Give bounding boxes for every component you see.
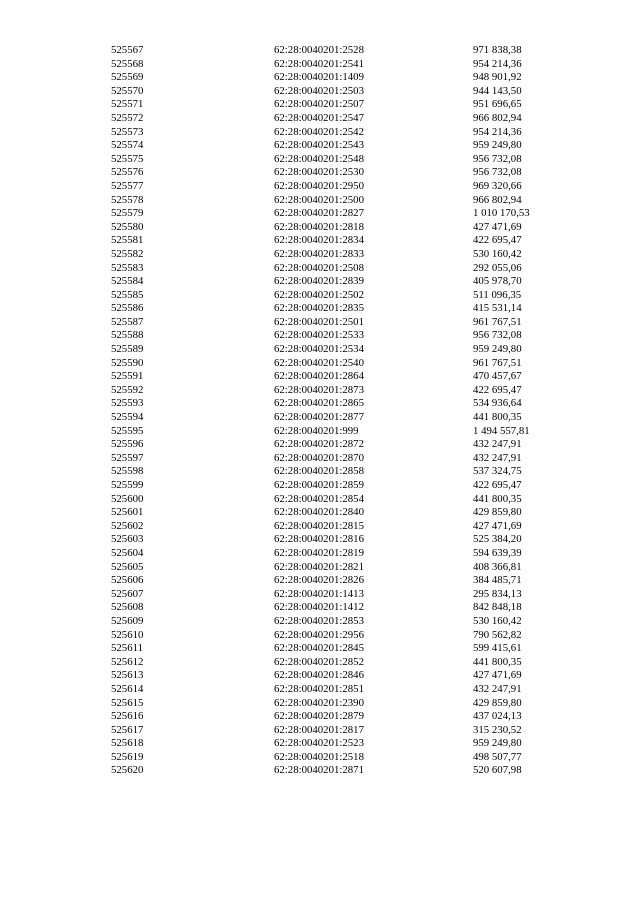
cadastral-value-cell: 971 838,38 — [473, 44, 522, 56]
row-number-cell: 525615 — [111, 696, 144, 709]
row-number-cell: 525587 — [111, 315, 144, 328]
cadastral-value-cell: 422 695,47 — [473, 479, 522, 491]
cadastral-number-cell: 62:28:0040201:2859 — [274, 479, 364, 491]
row-number-cell: 525618 — [111, 737, 144, 750]
table-row — [111, 465, 593, 479]
row-number-cell: 525590 — [111, 356, 144, 369]
table-row — [111, 425, 593, 439]
row-number-cell: 525619 — [111, 750, 144, 763]
cadastral-value-cell: 959 249,80 — [473, 343, 522, 356]
cadastral-number-cell: 62:28:0040201:2542 — [274, 125, 364, 138]
cadastral-value-cell: 948 901,92 — [473, 71, 522, 84]
cadastral-value-cell: 594 639,39 — [473, 546, 522, 559]
cadastral-number-cell: 62:28:0040201:2826 — [274, 574, 364, 587]
table-row — [111, 221, 593, 235]
row-number-cell: 525584 — [111, 275, 144, 288]
table-row — [111, 85, 593, 99]
row-number-cell: 525603 — [111, 533, 144, 546]
cadastral-value-cell: 954 214,36 — [473, 125, 522, 138]
row-number-cell: 525567 — [111, 44, 144, 56]
row-number-cell: 525591 — [111, 370, 144, 383]
table-row — [111, 71, 593, 85]
row-number-cell: 525582 — [111, 247, 144, 260]
cadastral-value-table — [111, 44, 593, 778]
cadastral-number-cell: 62:28:0040201:2871 — [274, 764, 364, 777]
table-row — [111, 683, 593, 697]
cadastral-number-cell: 62:28:0040201:2540 — [274, 356, 364, 369]
cadastral-number-cell: 62:28:0040201:2864 — [274, 370, 364, 383]
row-number-cell: 525606 — [111, 574, 144, 587]
cadastral-value-cell: 432 247,91 — [473, 682, 522, 695]
table-row — [111, 751, 593, 765]
row-number-cell: 525597 — [111, 451, 144, 464]
cadastral-number-cell: 62:28:0040201:2858 — [274, 465, 364, 478]
cadastral-value-cell: 405 978,70 — [473, 275, 522, 288]
cadastral-number-cell: 62:28:0040201:2530 — [274, 166, 364, 179]
table-row — [111, 574, 593, 588]
cadastral-number-cell: 62:28:0040201:2852 — [274, 655, 364, 668]
table-row — [111, 547, 593, 561]
cadastral-value-cell: 429 859,80 — [473, 506, 522, 519]
row-number-cell: 525579 — [111, 207, 144, 220]
cadastral-value-cell: 956 732,08 — [473, 329, 522, 342]
cadastral-value-cell: 315 230,52 — [473, 723, 522, 736]
cadastral-value-cell: 441 800,35 — [473, 492, 522, 505]
cadastral-number-cell: 62:28:0040201:2518 — [274, 750, 364, 763]
row-number-cell: 525585 — [111, 288, 144, 301]
cadastral-value-cell: 951 696,65 — [473, 98, 522, 111]
row-number-cell: 525572 — [111, 111, 144, 124]
table-row — [111, 384, 593, 398]
row-number-cell: 525568 — [111, 57, 144, 70]
table-row — [111, 615, 593, 629]
cadastral-number-cell: 62:28:0040201:2500 — [274, 193, 364, 206]
row-number-cell: 525610 — [111, 628, 144, 641]
row-number-cell: 525608 — [111, 601, 144, 614]
cadastral-number-cell: 62:28:0040201:2502 — [274, 288, 364, 301]
cadastral-number-cell: 62:28:0040201:2548 — [274, 152, 364, 165]
row-number-cell: 525578 — [111, 193, 144, 206]
cadastral-number-cell: 62:28:0040201:2827 — [274, 207, 364, 220]
cadastral-value-cell: 441 800,35 — [473, 655, 522, 668]
cadastral-number-cell: 62:28:0040201:2873 — [274, 383, 364, 396]
cadastral-value-cell: 415 531,14 — [473, 302, 522, 315]
cadastral-value-cell: 966 802,94 — [473, 111, 522, 124]
cadastral-value-cell: 537 324,75 — [473, 465, 522, 478]
row-number-cell: 525583 — [111, 261, 144, 274]
cadastral-number-cell: 62:28:0040201:2819 — [274, 546, 364, 559]
cadastral-number-cell: 62:28:0040201:2543 — [274, 139, 364, 152]
row-number-cell: 525605 — [111, 560, 144, 573]
cadastral-value-cell: 427 471,69 — [473, 669, 522, 682]
cadastral-value-cell: 1 494 557,81 — [473, 424, 530, 437]
table-row — [111, 629, 593, 643]
cadastral-value-cell: 956 732,08 — [473, 152, 522, 165]
table-row — [111, 112, 593, 126]
row-number-cell: 525586 — [111, 302, 144, 315]
table-row — [111, 248, 593, 262]
cadastral-number-cell: 62:28:0040201:1413 — [274, 587, 364, 600]
cadastral-number-cell: 62:28:0040201:2853 — [274, 614, 364, 627]
row-number-cell: 525609 — [111, 614, 144, 627]
row-number-cell: 525617 — [111, 723, 144, 736]
cadastral-value-cell: 954 214,36 — [473, 57, 522, 70]
cadastral-value-cell: 292 055,06 — [473, 261, 522, 274]
row-number-cell: 525577 — [111, 179, 144, 192]
row-number-cell: 525604 — [111, 546, 144, 559]
cadastral-number-cell: 62:28:0040201:2833 — [274, 247, 364, 260]
cadastral-number-cell: 62:28:0040201:2503 — [274, 84, 364, 97]
cadastral-value-cell: 961 767,51 — [473, 315, 522, 328]
table-row — [111, 44, 593, 58]
cadastral-number-cell: 62:28:0040201:999 — [274, 424, 359, 437]
cadastral-value-cell: 432 247,91 — [473, 438, 522, 451]
row-number-cell: 525574 — [111, 139, 144, 152]
table-row — [111, 289, 593, 303]
cadastral-value-cell: 441 800,35 — [473, 411, 522, 424]
cadastral-value-cell: 530 160,42 — [473, 614, 522, 627]
row-number-cell: 525596 — [111, 438, 144, 451]
row-number-cell: 525588 — [111, 329, 144, 342]
table-row — [111, 697, 593, 711]
table-body — [111, 44, 593, 778]
cadastral-value-cell: 969 320,66 — [473, 179, 522, 192]
cadastral-number-cell: 62:28:0040201:2870 — [274, 451, 364, 464]
table-row — [111, 343, 593, 357]
cadastral-value-cell: 422 695,47 — [473, 383, 522, 396]
table-row — [111, 275, 593, 289]
cadastral-value-cell: 432 247,91 — [473, 451, 522, 464]
cadastral-value-cell: 498 507,77 — [473, 750, 522, 763]
table-row — [111, 302, 593, 316]
cadastral-value-cell: 511 096,35 — [473, 288, 522, 301]
cadastral-number-cell: 62:28:0040201:2501 — [274, 315, 364, 328]
table-row — [111, 180, 593, 194]
row-number-cell: 525569 — [111, 71, 144, 84]
table-row — [111, 642, 593, 656]
table-row — [111, 724, 593, 738]
table-row — [111, 520, 593, 534]
row-number-cell: 525595 — [111, 424, 144, 437]
row-number-cell: 525598 — [111, 465, 144, 478]
row-number-cell: 525613 — [111, 669, 144, 682]
cadastral-number-cell: 62:28:0040201:2851 — [274, 682, 364, 695]
table-row — [111, 194, 593, 208]
row-number-cell: 525581 — [111, 234, 144, 247]
row-number-cell: 525612 — [111, 655, 144, 668]
cadastral-number-cell: 62:28:0040201:2834 — [274, 234, 364, 247]
table-row — [111, 479, 593, 493]
cadastral-number-cell: 62:28:0040201:2523 — [274, 737, 364, 750]
cadastral-value-cell: 599 415,61 — [473, 642, 522, 655]
table-row — [111, 764, 593, 778]
cadastral-number-cell: 62:28:0040201:2845 — [274, 642, 364, 655]
row-number-cell: 525593 — [111, 397, 144, 410]
cadastral-value-cell: 427 471,69 — [473, 519, 522, 532]
row-number-cell: 525580 — [111, 220, 144, 233]
table-row — [111, 493, 593, 507]
cadastral-value-cell: 429 859,80 — [473, 696, 522, 709]
cadastral-value-cell: 427 471,69 — [473, 220, 522, 233]
table-row — [111, 533, 593, 547]
cadastral-number-cell: 62:28:0040201:1409 — [274, 71, 364, 84]
table-row — [111, 234, 593, 248]
cadastral-number-cell: 62:28:0040201:2877 — [274, 411, 364, 424]
cadastral-number-cell: 62:28:0040201:2816 — [274, 533, 364, 546]
cadastral-number-cell: 62:28:0040201:2854 — [274, 492, 364, 505]
cadastral-number-cell: 62:28:0040201:1412 — [274, 601, 364, 614]
cadastral-number-cell: 62:28:0040201:2815 — [274, 519, 364, 532]
row-number-cell: 525611 — [111, 642, 143, 655]
cadastral-value-cell: 966 802,94 — [473, 193, 522, 206]
table-row — [111, 601, 593, 615]
cadastral-number-cell: 62:28:0040201:2839 — [274, 275, 364, 288]
cadastral-value-cell: 295 834,13 — [473, 587, 522, 600]
cadastral-number-cell: 62:28:0040201:2528 — [274, 44, 364, 56]
row-number-cell: 525600 — [111, 492, 144, 505]
table-row — [111, 656, 593, 670]
row-number-cell: 525594 — [111, 411, 144, 424]
table-row — [111, 139, 593, 153]
table-row — [111, 506, 593, 520]
cadastral-number-cell: 62:28:0040201:2534 — [274, 343, 364, 356]
table-row — [111, 737, 593, 751]
table-row — [111, 588, 593, 602]
row-number-cell: 525576 — [111, 166, 144, 179]
cadastral-number-cell: 62:28:0040201:2840 — [274, 506, 364, 519]
row-number-cell: 525601 — [111, 506, 144, 519]
cadastral-number-cell: 62:28:0040201:2547 — [274, 111, 364, 124]
table-row — [111, 207, 593, 221]
cadastral-value-cell: 384 485,71 — [473, 574, 522, 587]
table-row — [111, 411, 593, 425]
table-row — [111, 262, 593, 276]
cadastral-number-cell: 62:28:0040201:2821 — [274, 560, 364, 573]
cadastral-value-cell: 956 732,08 — [473, 166, 522, 179]
table-row — [111, 357, 593, 371]
cadastral-number-cell: 62:28:0040201:2956 — [274, 628, 364, 641]
row-number-cell: 525589 — [111, 343, 144, 356]
cadastral-number-cell: 62:28:0040201:2533 — [274, 329, 364, 342]
row-number-cell: 525592 — [111, 383, 144, 396]
cadastral-value-cell: 422 695,47 — [473, 234, 522, 247]
cadastral-value-cell: 842 848,18 — [473, 601, 522, 614]
cadastral-value-cell: 437 024,13 — [473, 710, 522, 723]
table-row — [111, 438, 593, 452]
cadastral-number-cell: 62:28:0040201:2390 — [274, 696, 364, 709]
cadastral-value-cell: 959 249,80 — [473, 139, 522, 152]
cadastral-value-cell: 530 160,42 — [473, 247, 522, 260]
table-row — [111, 98, 593, 112]
row-number-cell: 525620 — [111, 764, 144, 777]
table-row — [111, 329, 593, 343]
row-number-cell: 525570 — [111, 84, 144, 97]
cadastral-number-cell: 62:28:0040201:2818 — [274, 220, 364, 233]
table-row — [111, 316, 593, 330]
cadastral-value-cell: 959 249,80 — [473, 737, 522, 750]
table-row — [111, 397, 593, 411]
cadastral-value-cell: 470 457,67 — [473, 370, 522, 383]
cadastral-number-cell: 62:28:0040201:2508 — [274, 261, 364, 274]
cadastral-number-cell: 62:28:0040201:2846 — [274, 669, 364, 682]
cadastral-number-cell: 62:28:0040201:2835 — [274, 302, 364, 315]
cadastral-number-cell: 62:28:0040201:2541 — [274, 57, 364, 70]
row-number-cell: 525602 — [111, 519, 144, 532]
table-row — [111, 669, 593, 683]
table-row — [111, 561, 593, 575]
cadastral-value-cell: 1 010 170,53 — [473, 207, 530, 220]
cadastral-value-cell: 790 562,82 — [473, 628, 522, 641]
cadastral-value-cell: 520 607,98 — [473, 764, 522, 777]
table-row — [111, 153, 593, 167]
cadastral-value-cell: 944 143,50 — [473, 84, 522, 97]
row-number-cell: 525616 — [111, 710, 144, 723]
cadastral-number-cell: 62:28:0040201:2950 — [274, 179, 364, 192]
row-number-cell: 525599 — [111, 479, 144, 491]
cadastral-value-cell: 534 936,64 — [473, 397, 522, 410]
cadastral-number-cell: 62:28:0040201:2865 — [274, 397, 364, 410]
table-row — [111, 166, 593, 180]
cadastral-number-cell: 62:28:0040201:2872 — [274, 438, 364, 451]
table-row — [111, 710, 593, 724]
row-number-cell: 525571 — [111, 98, 144, 111]
cadastral-number-cell: 62:28:0040201:2507 — [274, 98, 364, 111]
cadastral-number-cell: 62:28:0040201:2879 — [274, 710, 364, 723]
row-number-cell: 525575 — [111, 152, 144, 165]
table-row — [111, 370, 593, 384]
cadastral-value-cell: 961 767,51 — [473, 356, 522, 369]
row-number-cell: 525607 — [111, 587, 144, 600]
cadastral-value-cell: 525 384,20 — [473, 533, 522, 546]
table-row — [111, 452, 593, 466]
row-number-cell: 525573 — [111, 125, 144, 138]
cadastral-number-cell: 62:28:0040201:2817 — [274, 723, 364, 736]
table-row — [111, 126, 593, 140]
row-number-cell: 525614 — [111, 682, 144, 695]
table-row — [111, 58, 593, 72]
cadastral-value-cell: 408 366,81 — [473, 560, 522, 573]
